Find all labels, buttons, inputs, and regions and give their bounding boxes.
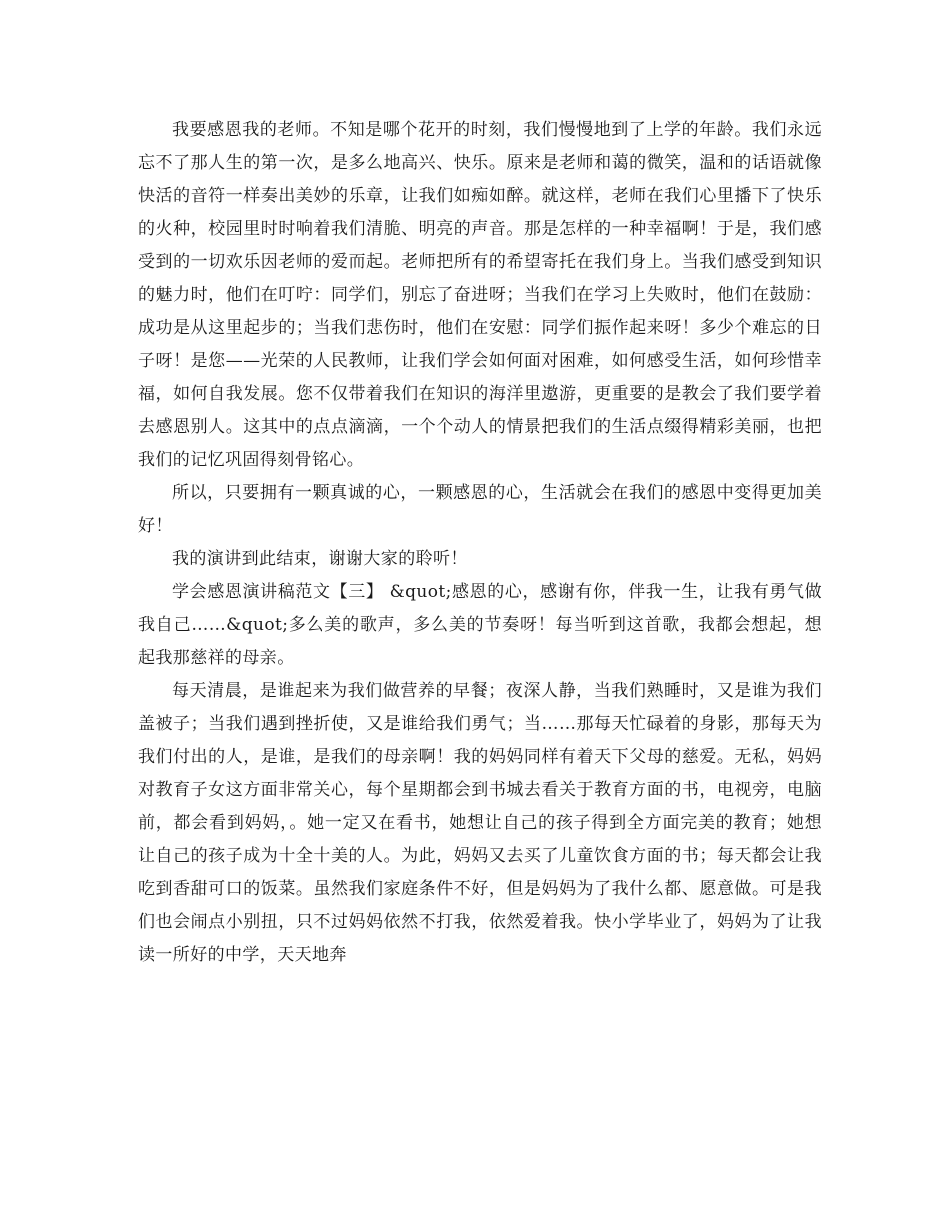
paragraph-teacher-gratitude: 我要感恩我的老师。不知是哪个花开的时刻，我们慢慢地到了上学的年龄。我们永远忘不了那人生的第一次，是多么地高兴、快乐。原来是老师和蔼的微笑，温和的话语就像快活的音符一样奏出美妙的乐章，让我们如痴如醉。就这样，老师在我们心里播下了快乐的火种，校园里时时响着我们清脆、明亮的声音。那是怎样的一种幸福啊！于是，我们感受到的一切欢乐因老师的爱而起。老师把所有的希望寄托在我们身上。当我们感受到知识的魅力时，他们在叮咛：同学们，别忘了奋进呀；当我们在学习上失败时，他们在鼓励：成功是从这里起步的；当我们悲伤时，他们在安慰：同学们振作起来呀！多少个难忘的日子呀！是您——光荣的人民教师，让我们学会如何面对困难，如何感受生活，如何珍惜幸福，如何自我发展。您不仅带着我们在知识的海洋里遨游，更重要的是教会了我们要学着去感恩别人。这其中的点点滴滴，一个个动人的情景把我们的生活点缀得精彩美丽，也把我们的记忆巩固得刻骨铭心。 (138, 120, 822, 470)
paragraph-sample-three-intro: 学会感恩演讲稿范文【三】 &quot;感恩的心，感谢有你，伴我一生，让我有勇气做我自己……&quot;多么美的歌声，多么美的节奏呀！每当听到这首歌，我都会想起，想起我那慈祥的母亲。 (138, 582, 822, 668)
paragraph-mother: 每天清晨，是谁起来为我们做营养的早餐；夜深人静，当我们熟睡时，又是谁为我们盖被子；当我们遇到挫折使，又是谁给我们勇气；当……那每天忙碌着的身影，那每天为我们付出的人，是谁，是我们的母亲啊！我的妈妈同样有着天下父母的慈爱。无私，妈妈对教育子女这方面非常关心，每个星期都会到书城去看关于教育方面的书，电视旁，电脑前，都会看到妈妈，。她一定又在看书，她想让自己的孩子得到全方面完美的教育；她想让自己的孩子成为十全十美的人。为此，妈妈又去买了儿童饮食方面的书；每天都会让我吃到香甜可口的饭菜。虽然我们家庭条件不好，但是妈妈为了我什么都、愿意做。可是我们也会闹点小别扭，只不过妈妈依然不打我，依然爱着我。快小学毕业了，妈妈为了让我读一所好的中学，天天地奔 (138, 681, 822, 965)
paragraph-closing-thanks: 我的演讲到此结束，谢谢大家的聆听！ (172, 549, 468, 569)
document-body (138, 114, 822, 972)
paragraph-grateful-heart: 所以，只要拥有一颗真诚的心，一颗感恩的心，生活就会在我们的感恩中变得更加美好！ (138, 483, 822, 536)
